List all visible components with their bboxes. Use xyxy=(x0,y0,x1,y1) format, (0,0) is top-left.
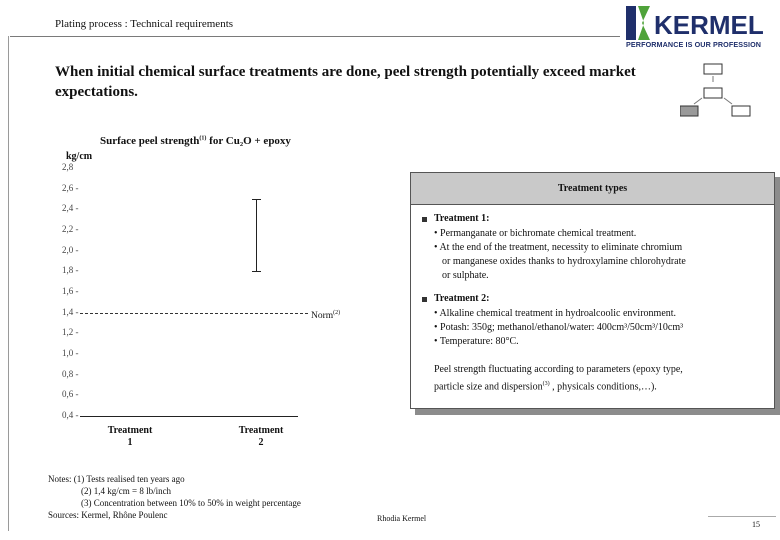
x-category-line1: Treatment xyxy=(238,425,284,436)
panel-note-footnote: (3) xyxy=(542,381,550,387)
left-frame-line xyxy=(8,36,9,531)
x-category-line2: 2 xyxy=(258,437,264,448)
y-tick-label: 0,4 - xyxy=(62,410,79,420)
treatment-2-bullet-3: • Temperature: 80°C. xyxy=(434,336,519,347)
y-tick-label: 1,0 - xyxy=(62,348,79,358)
panel-title: Treatment types xyxy=(411,173,774,205)
chart-title-suffix: for Cu₂O + epoxy xyxy=(209,135,291,147)
chart-title-footnote: (1) xyxy=(199,135,207,142)
treatment-types-panel xyxy=(410,172,775,409)
section-title: Plating process : Technical requirements xyxy=(55,18,234,30)
x-category-line2: 1 xyxy=(127,437,133,448)
logo-wordmark: KERMEL xyxy=(654,10,764,40)
panel-note-text: particle size and dispersion xyxy=(434,381,543,393)
y-tick-label: 2,2 - xyxy=(62,224,79,234)
y-tick-label: 1,6 - xyxy=(62,286,79,296)
note-3: (3) Concentration between 10% to 50% in weight percentage xyxy=(81,498,301,508)
note-1: (1) Tests realised ten years ago xyxy=(73,474,185,484)
logo-tagline: PERFORMANCE IS OUR PROFESSION xyxy=(626,40,762,49)
sources: Sources: Kermel, Rhône Poulenc xyxy=(48,510,168,520)
footer-company: Rhodia Kermel xyxy=(377,514,427,523)
y-tick-label: 0,6 - xyxy=(62,389,79,400)
norm-label xyxy=(311,310,340,321)
norm-reference-line xyxy=(80,313,308,314)
y-tick-label: 2,8 xyxy=(62,162,74,172)
panel-note-text: , physicals conditions,…). xyxy=(552,381,657,393)
treatment-2-bullet-2: • Potash: 350g; methanol/ethanol/water: 400cm³/50cm³/10cm³ xyxy=(434,322,684,333)
y-tick-label: 1,8 - xyxy=(62,265,79,276)
note-2: (2) 1,4 kg/cm = 8 lb/inch xyxy=(81,486,172,496)
page-number: 15 xyxy=(752,520,760,529)
treatment-2-title: Treatment 2: xyxy=(434,293,490,304)
chart-title xyxy=(100,135,291,147)
y-tick-label: 1,4 - xyxy=(62,306,79,317)
range-line-2 xyxy=(256,199,257,271)
panel-note-line-1: Peel strength fluctuating according to parameters (epoxy type, xyxy=(434,364,683,375)
y-tick-label: 1,2 - xyxy=(62,327,79,338)
x-category-treatment-2 xyxy=(226,425,296,449)
chart-title-main: Surface peel strength xyxy=(100,135,200,147)
x-category-line1: Treatment xyxy=(107,425,153,436)
x-axis-line xyxy=(80,416,298,417)
treatment-1-bullet-1: • Permanganate or bichromate chemical treatment. xyxy=(434,228,637,239)
y-tick-label: 0,8 - xyxy=(62,368,79,379)
norm-label-footnote: (2) xyxy=(333,309,341,316)
note-line xyxy=(48,473,301,485)
y-tick-label: 2,4 - xyxy=(62,203,79,214)
y-axis-label: kg/cm xyxy=(66,151,93,162)
range-cap-low xyxy=(252,271,261,272)
decorative-diagram xyxy=(680,60,752,122)
notes-label: Notes: xyxy=(48,474,72,484)
norm-label-text: Norm xyxy=(311,310,334,321)
treatment-2-bullet-1: • Alkaline chemical treatment in hydroalcoolic environment. xyxy=(434,308,677,319)
treatment-1-title: Treatment 1: xyxy=(434,213,490,224)
panel-note-line-2 xyxy=(434,378,657,394)
logo-k-bar xyxy=(626,6,636,40)
header-divider xyxy=(10,36,620,37)
footer-rule xyxy=(708,516,776,517)
treatment-1-bullet-2-cont: or sulphate. xyxy=(442,270,489,281)
range-cap-high xyxy=(252,199,261,200)
logo-k-chevron xyxy=(638,6,650,40)
headline: When initial chemical surface treatments are done, peel strength potentially exceed market expectations. xyxy=(55,64,636,100)
y-tick-label: 2,6 - xyxy=(62,182,79,193)
treatment-1-bullet-2-cont: or manganese oxides thanks to hydroxylamine chlorohydrate xyxy=(442,256,686,267)
notes-block xyxy=(48,473,301,521)
y-tick-label: 2,0 - xyxy=(62,244,79,255)
x-category-treatment-1 xyxy=(95,425,165,449)
bullet-square-icon xyxy=(422,297,427,302)
treatment-1-bullet-2: • At the end of the treatment, necessity to eliminate chromium xyxy=(434,242,683,253)
bullet-square-icon xyxy=(422,217,427,222)
